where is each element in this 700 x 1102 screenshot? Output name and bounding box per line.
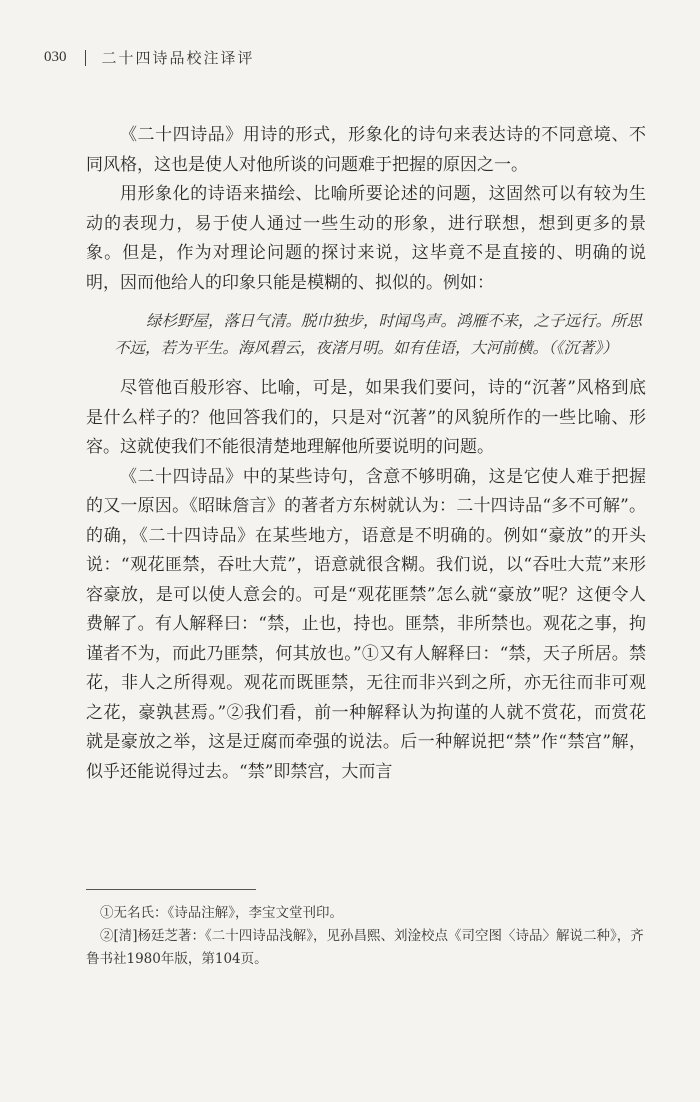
book-title: 二十四诗品校注译评: [101, 49, 255, 67]
footnote-rule: [86, 889, 256, 890]
footnote-2: ②[清]杨廷芝著：《二十四诗品浅解》，见孙昌熙、刘淦校点《司空图〈诗品〉解说二种》，齐鲁书社1980年版，第104页。: [86, 928, 644, 967]
body-text: [86, 121, 646, 787]
footnotes: [86, 902, 646, 971]
header-divider: [85, 50, 86, 66]
page-number: 030: [44, 49, 67, 65]
paragraph-3: 尽管他百般形容、比喻，可是，如果我们要问，诗的“沉著”风格到底是什么样子的？他回答我们的，只是对“沉著”的风貌所作的一些比喻、形容。这就使我们不能很清楚地理解他所要说明的问题。: [86, 378, 646, 457]
block-quote: 绿杉野屋，落日气清。脱巾独步，时闻鸟声。鸿雁不来，之子远行。所思不远，若为平生。海风碧云，夜渚月明。如有佳语，大河前横。（《沉著》）: [114, 312, 643, 357]
paragraph-1: 《二十四诗品》用诗的形式，形象化的诗句来表达诗的不同意境、不同风格，这也是使人对他所谈的问题难于把握的原因之一。: [86, 125, 646, 175]
paragraph-4: 《二十四诗品》中的某些诗句，含意不够明确，这是它使人难于把握的又一原因。《昭昧詹言》的著者方东树就认为：二十四诗品“多不可解”。的确，《二十四诗品》在某些地方，语意是不明确的。例如“豪放”的开头说：“观花匪禁，吞吐大荒”，语意就很含糊。我们说，以“吞吐大荒”来形容豪放，是可以使人意会的。可是“观花匪禁”怎么就“豪放”呢？这便令人费解了。有人解释曰：“禁，止也，持也。匪禁，非所禁也。观花之事，拘谨者不为，而此乃匪禁，何其放也。”①又有人解释曰：“禁，天子所居。禁花，非人之所得观。观花而既匪禁，无往而非兴到之所，亦无往而非可观之花，豪孰甚焉。”②我们看，前一种解释认为拘谨的人就不赏花，而赏花就是豪放之举，这是迂腐而牵强的说法。后一种解说把“禁”作“禁宫”解，似乎还能说得过去。“禁”即禁宫，大而言: [86, 466, 646, 782]
running-header: [44, 47, 255, 68]
footnote-1: ①无名氏：《诗品注解》，李宝文堂刊印。: [100, 905, 343, 921]
paragraph-2: 用形象化的诗语来描绘、比喻所要论述的问题，这固然可以有较为生动的表现力，易于使人通过一些生动的形象，进行联想，想到更多的景象。但是，作为对理论问题的探讨来说，这毕竟不是直接的、明确的说明，因而他给人的印象只能是模糊的、拟似的。例如：: [86, 184, 646, 293]
